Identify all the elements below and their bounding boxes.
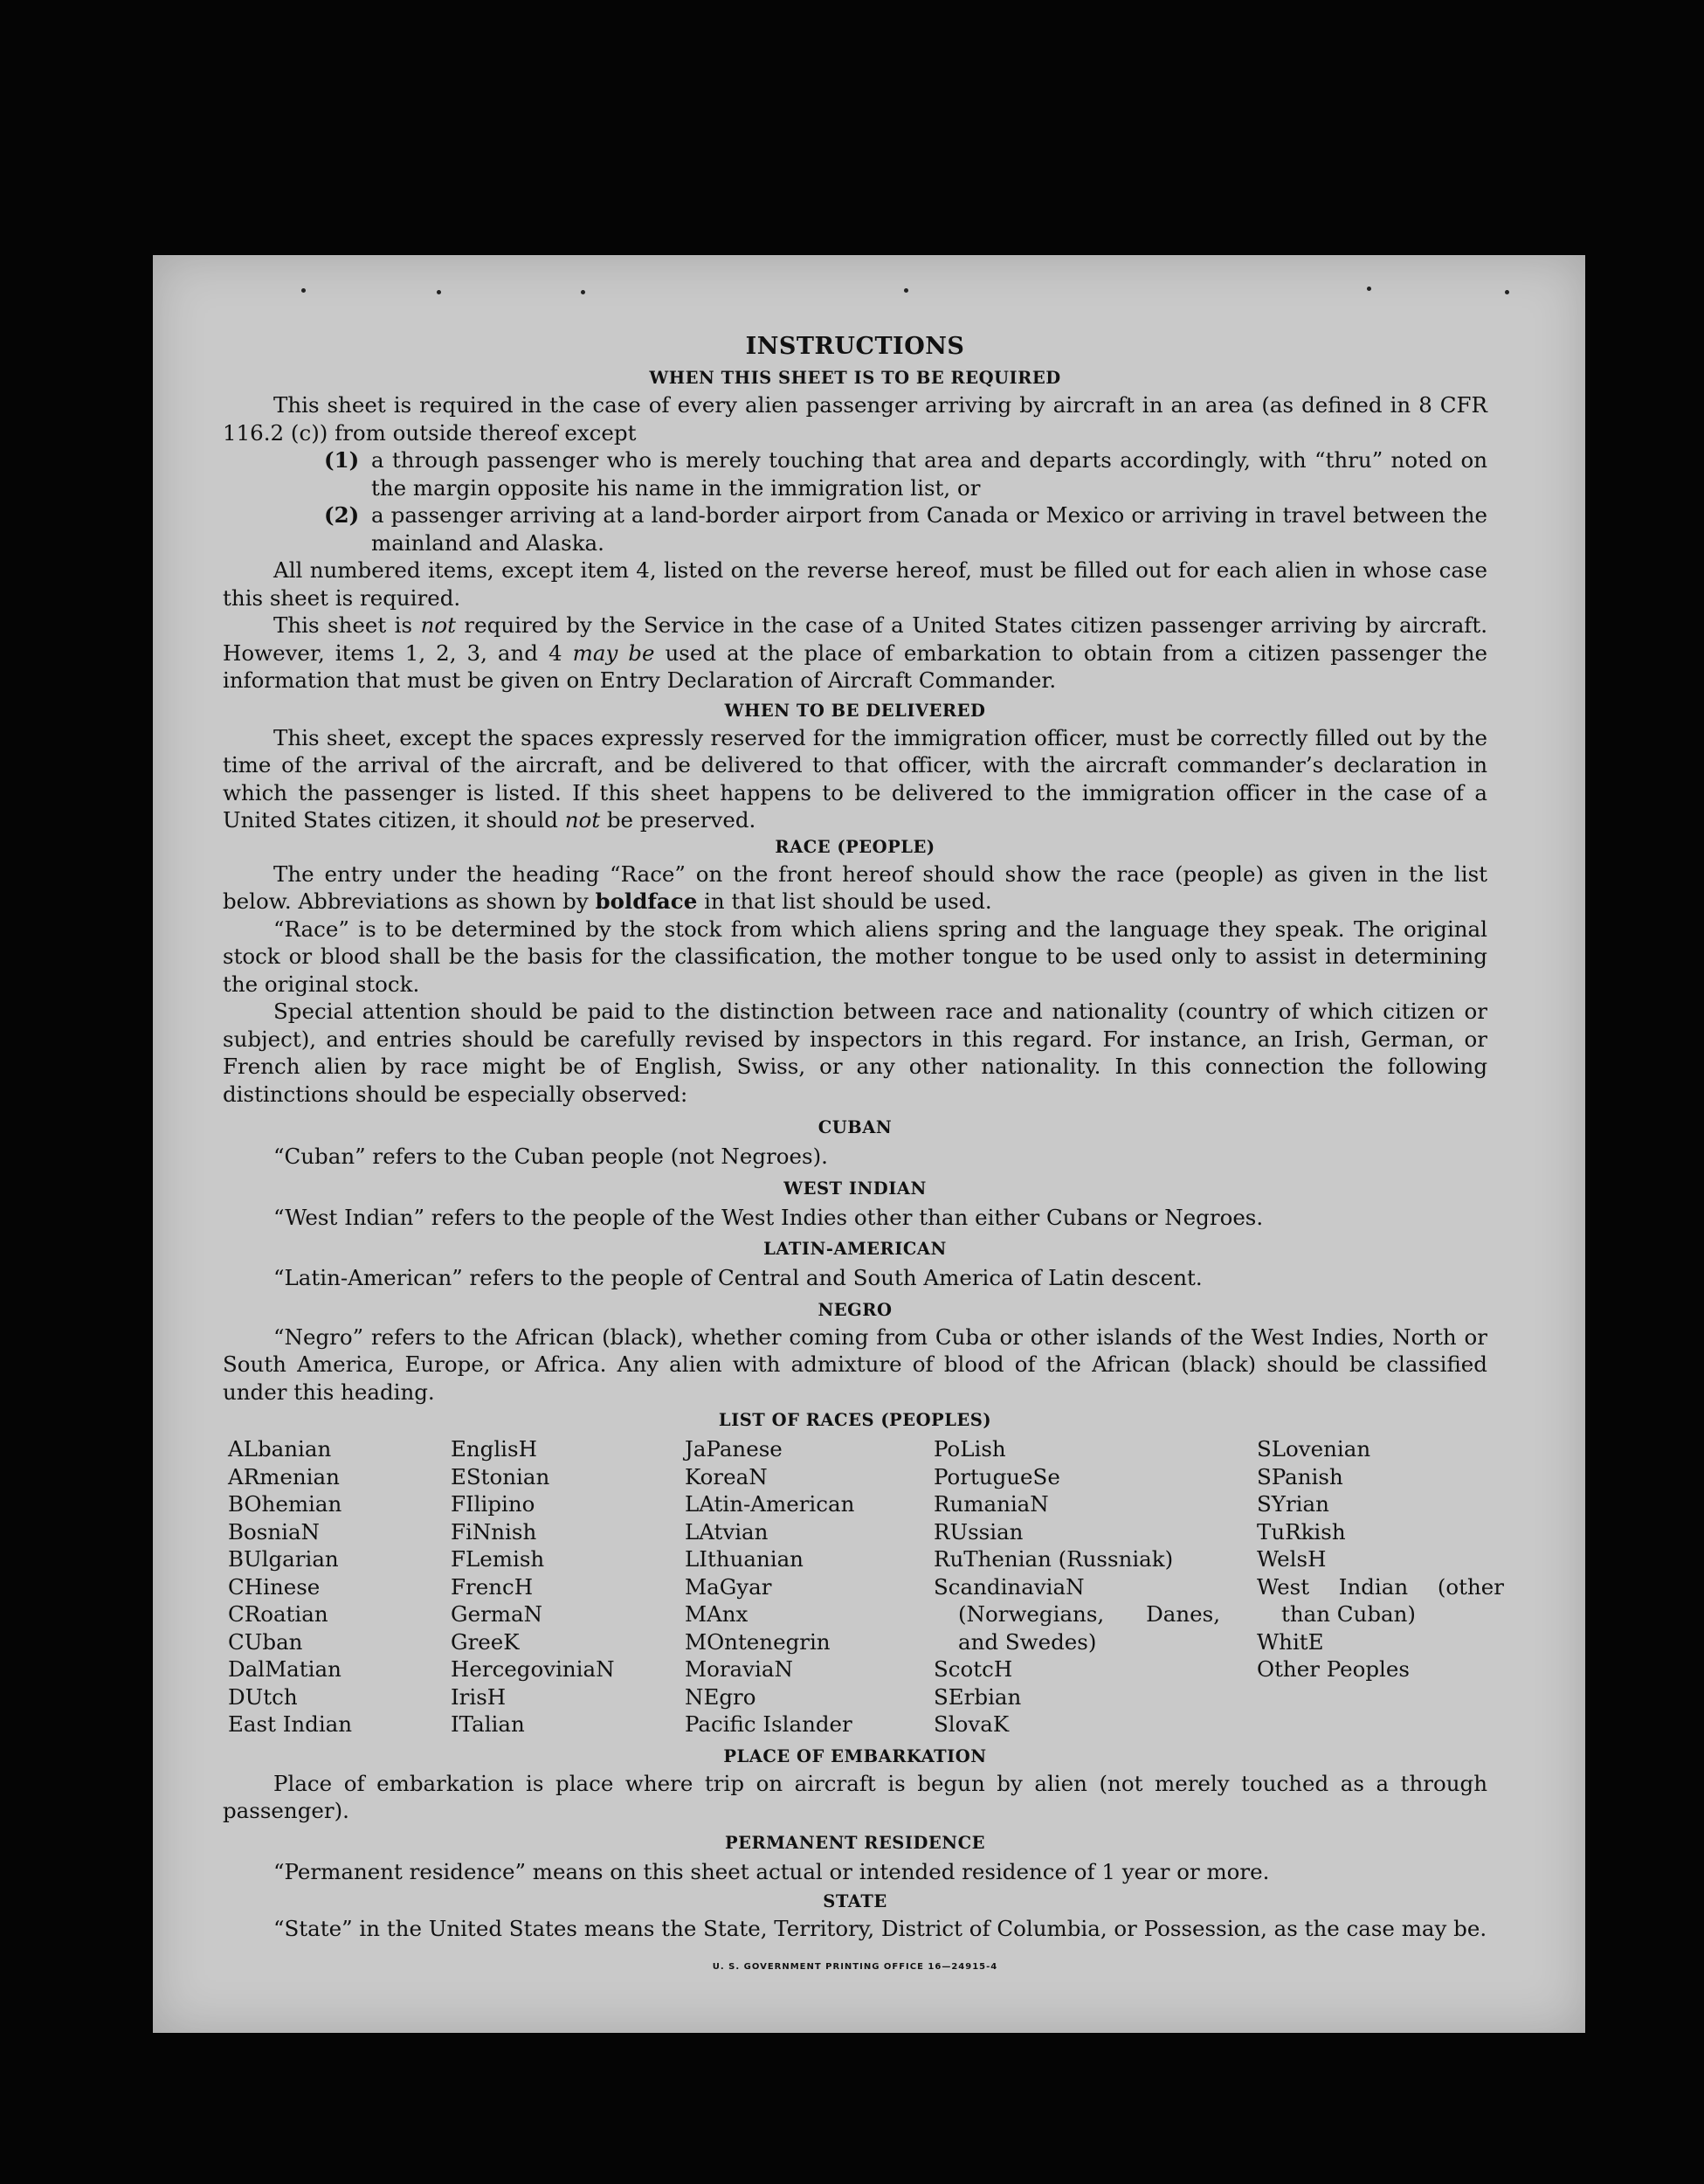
section-heading-delivered: WHEN TO BE DELIVERED <box>724 700 986 721</box>
race-list <box>228 1435 1504 1738</box>
race-column <box>685 1435 934 1738</box>
race-entry: Pacific Islander <box>685 1711 852 1737</box>
punch-dot <box>581 290 585 294</box>
section-heading-race-list: LIST OF RACES (PEOPLES) <box>718 1410 992 1430</box>
document-sheet <box>153 255 1585 2033</box>
race-entry: DalMatian <box>228 1656 341 1682</box>
punch-dot <box>904 288 908 293</box>
race-entry: LAtin-American <box>685 1491 855 1517</box>
race-entry: RUssian <box>934 1518 1024 1545</box>
race-entry: RuThenian (Russniak) <box>934 1546 1174 1572</box>
race-entry: TuRkish <box>1257 1518 1346 1545</box>
race-entry: EnglisH <box>451 1436 537 1462</box>
race-entry: MOntenegrin <box>685 1628 831 1655</box>
race-entry: West Indian (other than Cuban) <box>1257 1573 1504 1627</box>
race-entry: BOhemian <box>228 1491 342 1517</box>
race-entry: HercegoviniaN <box>451 1656 615 1682</box>
race-entry: MoraviaN <box>685 1656 793 1682</box>
race-para-2: “Race” is to be determined by the stock from which aliens spring and the language they speak. The original stock or blood shall be the basis for the classification, the mother tongue to be used only to assist in determining the original stock. <box>223 916 1487 997</box>
race-entry: EStonian <box>451 1463 550 1489</box>
punch-dot <box>301 288 306 293</box>
race-entry: WelsH <box>1257 1546 1327 1572</box>
punch-dot <box>1505 290 1509 294</box>
section-heading-latin-american: LATIN-AMERICAN <box>763 1239 947 1259</box>
race-entry: MaGyar <box>685 1573 772 1600</box>
required-para-3: This sheet is not required by the Service in the case of a United States citizen passenger arriving by aircraft. However, items 1, 2, 3, and 4 may be used at the place of embarkation to obtain from a citizen passenger the information that must be given on Entry Declaration of Aircraft Commander. <box>223 612 1488 693</box>
required-para-2: All numbered items, except item 4, listed on the reverse hereof, must be filled out for each alien in whose case this sheet is required. <box>223 557 1487 611</box>
race-entry: LIthuanian <box>685 1546 804 1572</box>
race-entry: FiNnish <box>451 1518 537 1545</box>
race-entry: CUban <box>228 1628 303 1655</box>
latin-american-text: “Latin-American” refers to the people of Central and South America of Latin descent. <box>273 1265 1203 1290</box>
race-entry: SPanish <box>1257 1463 1343 1489</box>
required-intro: This sheet is required in the case of every alien passenger arriving by aircraft in an area (as defined in 8 CFR 116.2 (c)) from outside thereof except <box>223 392 1487 446</box>
section-heading-embarkation: PLACE OF EMBARKATION <box>723 1745 987 1766</box>
delivered-text: This sheet, except the spaces expressly reserved for the immigration officer, must be correctly filled out by the time of the arrival of the aircraft, and be delivered to that officer, with the aircraft commander’s declaration in which the passenger is listed. If this sheet happens to be delivered to the immigration officer in the case of a United States citizen, it should not be preserved. <box>223 724 1487 833</box>
exception-item: (1) a through passenger who is merely touching that area and departs accordingly, with “thru” noted on the margin opposite his name in the immigration list, or <box>324 447 1487 501</box>
race-entry: MAnx <box>685 1601 749 1627</box>
race-entry: GermaN <box>451 1601 543 1627</box>
race-entry: CRoatian <box>228 1601 328 1627</box>
section-heading-negro: NEGRO <box>818 1299 893 1320</box>
residence-text: “Permanent residence” means on this sheet actual or intended residence of 1 year or more. <box>273 1858 1270 1884</box>
race-entry: SlovaK <box>934 1711 1010 1737</box>
race-entry: ARmenian <box>228 1463 340 1489</box>
race-para-1: The entry under the heading “Race” on the front hereof should show the race (people) as given in the list below. Abbreviations as shown by boldface in that list should be used. <box>223 860 1487 914</box>
race-para-3: Special attention should be paid to the distinction between race and nationality (country of which citizen or subject), and entries should be carefully revised by inspectors in this regard. For instance, an Irish, German, or French alien by race might be of English, Swiss, or any other nationality. In this connection the following distinctions should be especially observed: <box>223 999 1487 1107</box>
race-entry: PoLish <box>934 1436 1006 1462</box>
race-entry: ITalian <box>451 1711 525 1737</box>
race-entry: CHinese <box>228 1573 321 1600</box>
race-entry: BUlgarian <box>228 1546 339 1572</box>
section-heading-race: RACE (PEOPLE) <box>775 836 935 857</box>
instructions-content <box>223 332 1504 1980</box>
punch-dot <box>1367 287 1371 291</box>
race-column <box>1257 1435 1504 1738</box>
west-indian-text: “West Indian” refers to the people of the West Indies other than either Cubans or Negroes. <box>273 1204 1264 1230</box>
race-entry: SErbian <box>934 1683 1022 1710</box>
exception-item: (2) a passenger arriving at a land-border airport from Canada or Mexico or arriving in travel between the mainland and Alaska. <box>324 502 1487 556</box>
race-entry: NEgro <box>685 1683 756 1710</box>
race-column <box>228 1435 451 1738</box>
race-entry: ScandinaviaN (Norwegians, Danes, and Swedes) <box>934 1573 1220 1655</box>
section-heading-state: STATE <box>823 1891 887 1911</box>
race-entry: FIlipino <box>451 1491 535 1517</box>
race-entry: KoreaN <box>685 1463 768 1489</box>
race-entry: DUtch <box>228 1683 298 1710</box>
race-entry: ALbanian <box>228 1436 332 1462</box>
race-entry: BosniaN <box>228 1518 320 1545</box>
embarkation-text: Place of embarkation is place where trip on aircraft is begun by alien (not merely touched as a through passenger). <box>223 1770 1487 1823</box>
race-entry: Other Peoples <box>1257 1656 1410 1682</box>
cuban-text: “Cuban” refers to the Cuban people (not Negroes). <box>273 1144 828 1169</box>
race-entry: RumaniaN <box>934 1491 1049 1517</box>
negro-text: “Negro” refers to the African (black), whether coming from Cuba or other islands of the West Indies, North or South America, Europe, or Africa. Any alien with admixture of blood of the African (black) should be classified under this heading. <box>223 1324 1487 1405</box>
race-entry: FLemish <box>451 1546 545 1572</box>
punch-dot <box>437 290 441 294</box>
race-entry: IrisH <box>451 1683 507 1710</box>
race-entry: ScotcH <box>934 1656 1013 1682</box>
race-entry: PortugueSe <box>934 1463 1060 1489</box>
section-heading-cuban: CUBAN <box>818 1117 893 1137</box>
race-entry: FrencH <box>451 1573 534 1600</box>
race-column <box>451 1435 685 1738</box>
race-entry: WhitE <box>1257 1628 1324 1655</box>
page-title: INSTRUCTIONS <box>745 333 965 360</box>
race-entry: GreeK <box>451 1628 520 1655</box>
race-entry: East Indian <box>228 1711 353 1737</box>
state-text: “State” in the United States means the State, Territory, District of Columbia, or Possession, as the case may be. <box>273 1916 1487 1941</box>
race-entry: LAtvian <box>685 1518 769 1545</box>
section-heading-west-indian: WEST INDIAN <box>783 1178 927 1199</box>
printing-office-imprint: U. S. GOVERNMENT PRINTING OFFICE 16—24915-4 <box>712 1961 998 1972</box>
race-entry: SLovenian <box>1257 1436 1371 1462</box>
section-heading-residence: PERMANENT RESIDENCE <box>724 1832 985 1853</box>
section-heading-required: WHEN THIS SHEET IS TO BE REQUIRED <box>649 368 1061 388</box>
race-entry: JaPanese <box>685 1436 783 1462</box>
race-entry: SYrian <box>1257 1491 1329 1517</box>
race-column <box>934 1435 1257 1738</box>
